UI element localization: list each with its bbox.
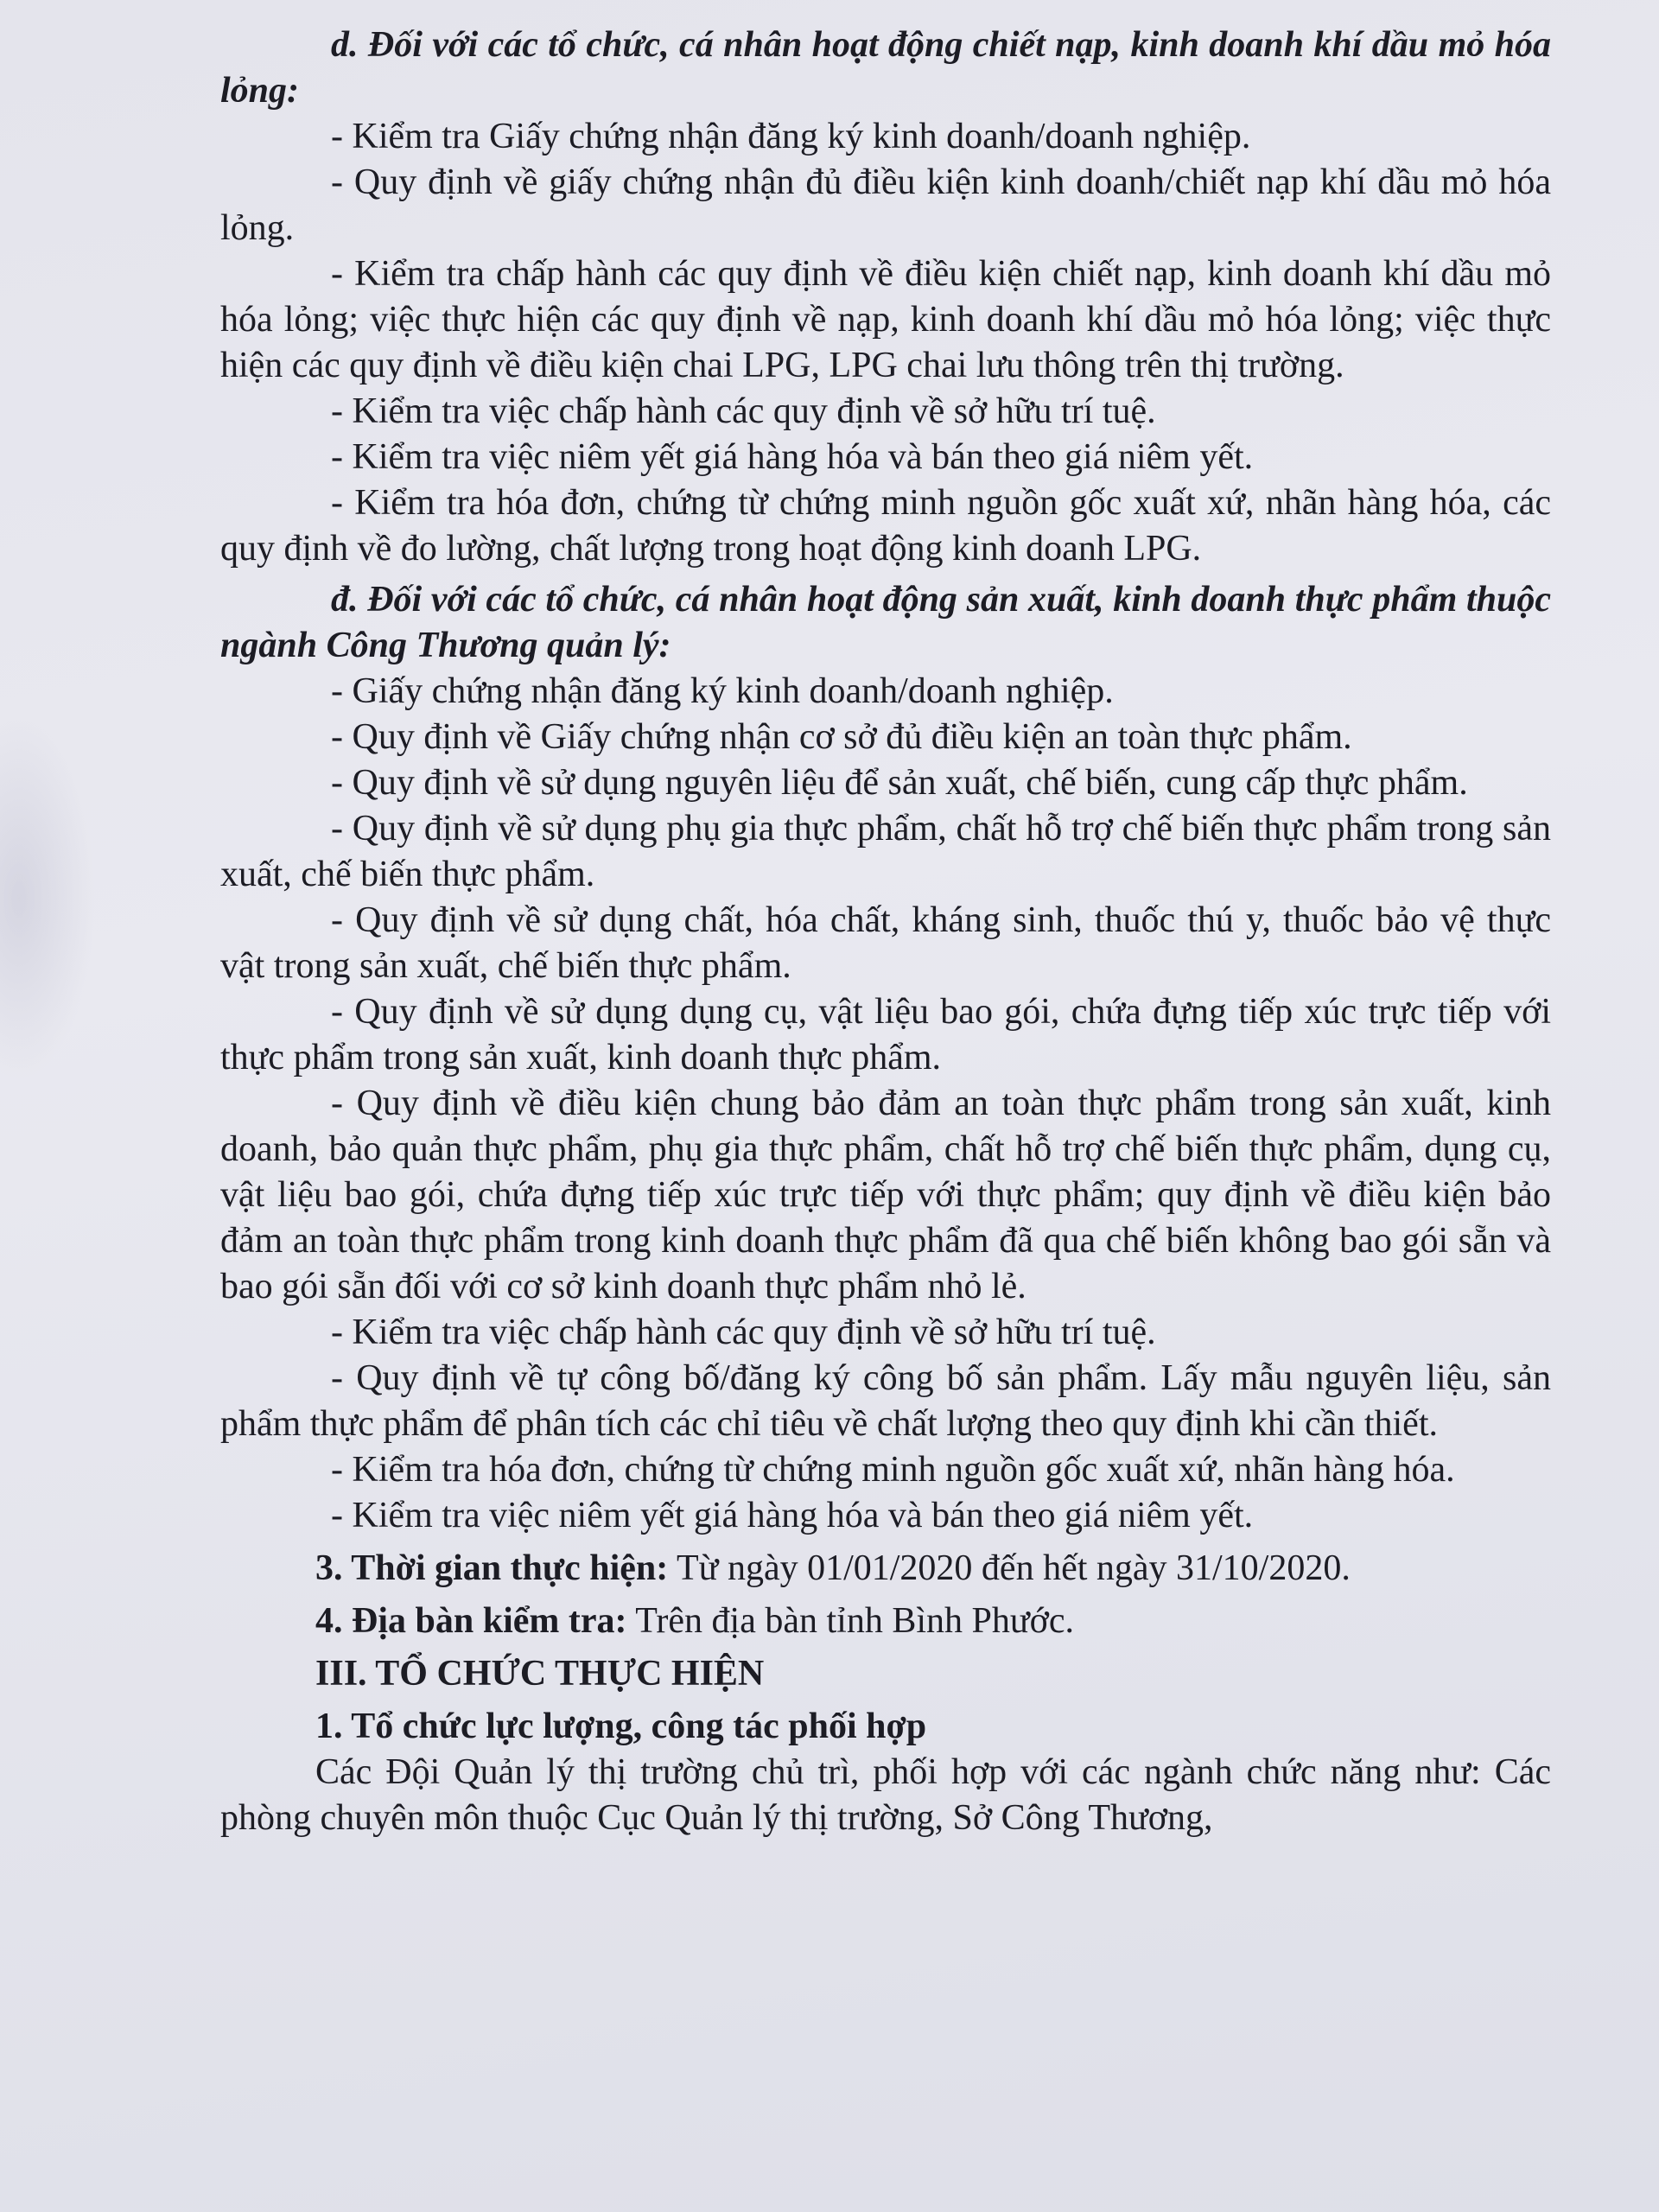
time-value: Từ ngày 01/01/2020 đến hết ngày 31/10/2020. <box>668 1548 1351 1588</box>
document-body <box>220 17 1551 1841</box>
area-line <box>220 1599 1551 1644</box>
list-item: - Kiểm tra hóa đơn, chứng từ chứng minh nguồn gốc xuất xứ, nhãn hàng hóa, các quy định về đo lường, chất lượng trong hoạt động kinh doanh LPG. <box>220 483 1551 569</box>
list-item: - Kiểm tra việc chấp hành các quy định về sở hữu trí tuệ. <box>331 1313 1156 1352</box>
closing-paragraph: Các Đội Quản lý thị trường chủ trì, phối hợp với các ngành chức năng như: Các phòng chuyên môn thuộc Cục Quản lý thị trường, Sở Công Thương, <box>220 1752 1551 1838</box>
list-item: - Giấy chứng nhận đăng ký kinh doanh/doanh nghiệp. <box>331 671 1114 711</box>
list-item: - Quy định về sử dụng dụng cụ, vật liệu bao gói, chứa đựng tiếp xúc trực tiếp với thực phẩm trong sản xuất, kinh doanh thực phẩm. <box>220 992 1551 1077</box>
list-item: - Kiểm tra việc niêm yết giá hàng hóa và bán theo giá niêm yết. <box>331 437 1254 477</box>
list-item: - Quy định về điều kiện chung bảo đảm an toàn thực phẩm trong sản xuất, kinh doanh, bảo quản thực phẩm, phụ gia thực phẩm, chất hỗ trợ chế biến thực phẩm, dụng cụ, vật liệu bao gói, chứa đựng tiếp xúc trực tiếp với thực phẩm; quy định về điều kiện bảo đảm an toàn thực phẩm trong kinh doanh thực phẩm đã qua chế biến không bao gói sẵn và bao gói sẵn đối với cơ sở kinh doanh thực phẩm nhỏ lẻ. <box>220 1084 1551 1306</box>
section-dd-heading: đ. Đối với các tổ chức, cá nhân hoạt động sản xuất, kinh doanh thực phẩm thuộc ngành Công Thương quản lý: <box>220 580 1551 665</box>
section-iii-title: III. TỔ CHỨC THỰC HIỆN <box>315 1654 765 1694</box>
list-item: - Quy định về tự công bố/đăng ký công bố sản phẩm. Lấy mẫu nguyên liệu, sản phẩm thực phẩm để phân tích các chỉ tiêu về chất lượng theo quy định khi cần thiết. <box>220 1358 1551 1444</box>
time-label: 3. Thời gian thực hiện: <box>315 1548 669 1588</box>
time-line <box>220 1546 1551 1592</box>
list-item: - Kiểm tra Giấy chứng nhận đăng ký kinh doanh/doanh nghiệp. <box>331 117 1251 156</box>
list-item: - Kiểm tra việc niêm yết giá hàng hóa và bán theo giá niêm yết. <box>331 1496 1254 1535</box>
bleed-through-mark <box>0 717 95 1080</box>
list-item: - Quy định về sử dụng phụ gia thực phẩm, chất hỗ trợ chế biến thực phẩm trong sản xuất, chế biến thực phẩm. <box>220 809 1551 894</box>
list-item: - Kiểm tra chấp hành các quy định về điều kiện chiết nạp, kinh doanh khí dầu mỏ hóa lỏng; việc thực hiện các quy định về nạp, kinh doanh khí dầu mỏ hóa lỏng; việc thực hiện các quy định về điều kiện chai LPG, LPG chai lưu thông trên thị trường. <box>220 254 1551 385</box>
area-value: Trên địa bàn tỉnh Bình Phước. <box>626 1601 1074 1641</box>
list-item: - Quy định về Giấy chứng nhận cơ sở đủ điều kiện an toàn thực phẩm. <box>331 717 1352 757</box>
section-d-heading: d. Đối với các tổ chức, cá nhân hoạt động chiết nạp, kinh doanh khí dầu mỏ hóa lỏng: <box>220 25 1551 111</box>
list-item: - Kiểm tra hóa đơn, chứng từ chứng minh nguồn gốc xuất xứ, nhãn hàng hóa. <box>331 1450 1455 1490</box>
list-item: - Quy định về sử dụng nguyên liệu để sản xuất, chế biến, cung cấp thực phẩm. <box>331 763 1468 803</box>
area-label: 4. Địa bàn kiểm tra: <box>315 1601 627 1641</box>
list-item: - Kiểm tra việc chấp hành các quy định về sở hữu trí tuệ. <box>331 391 1156 431</box>
list-item: - Quy định về giấy chứng nhận đủ điều kiện kinh doanh/chiết nạp khí dầu mỏ hóa lỏng. <box>220 162 1551 248</box>
list-item: - Quy định về sử dụng chất, hóa chất, kháng sinh, thuốc thú y, thuốc bảo vệ thực vật trong sản xuất, chế biến thực phẩm. <box>220 900 1551 986</box>
subsection-1-title: 1. Tổ chức lực lượng, công tác phối hợp <box>315 1707 927 1746</box>
